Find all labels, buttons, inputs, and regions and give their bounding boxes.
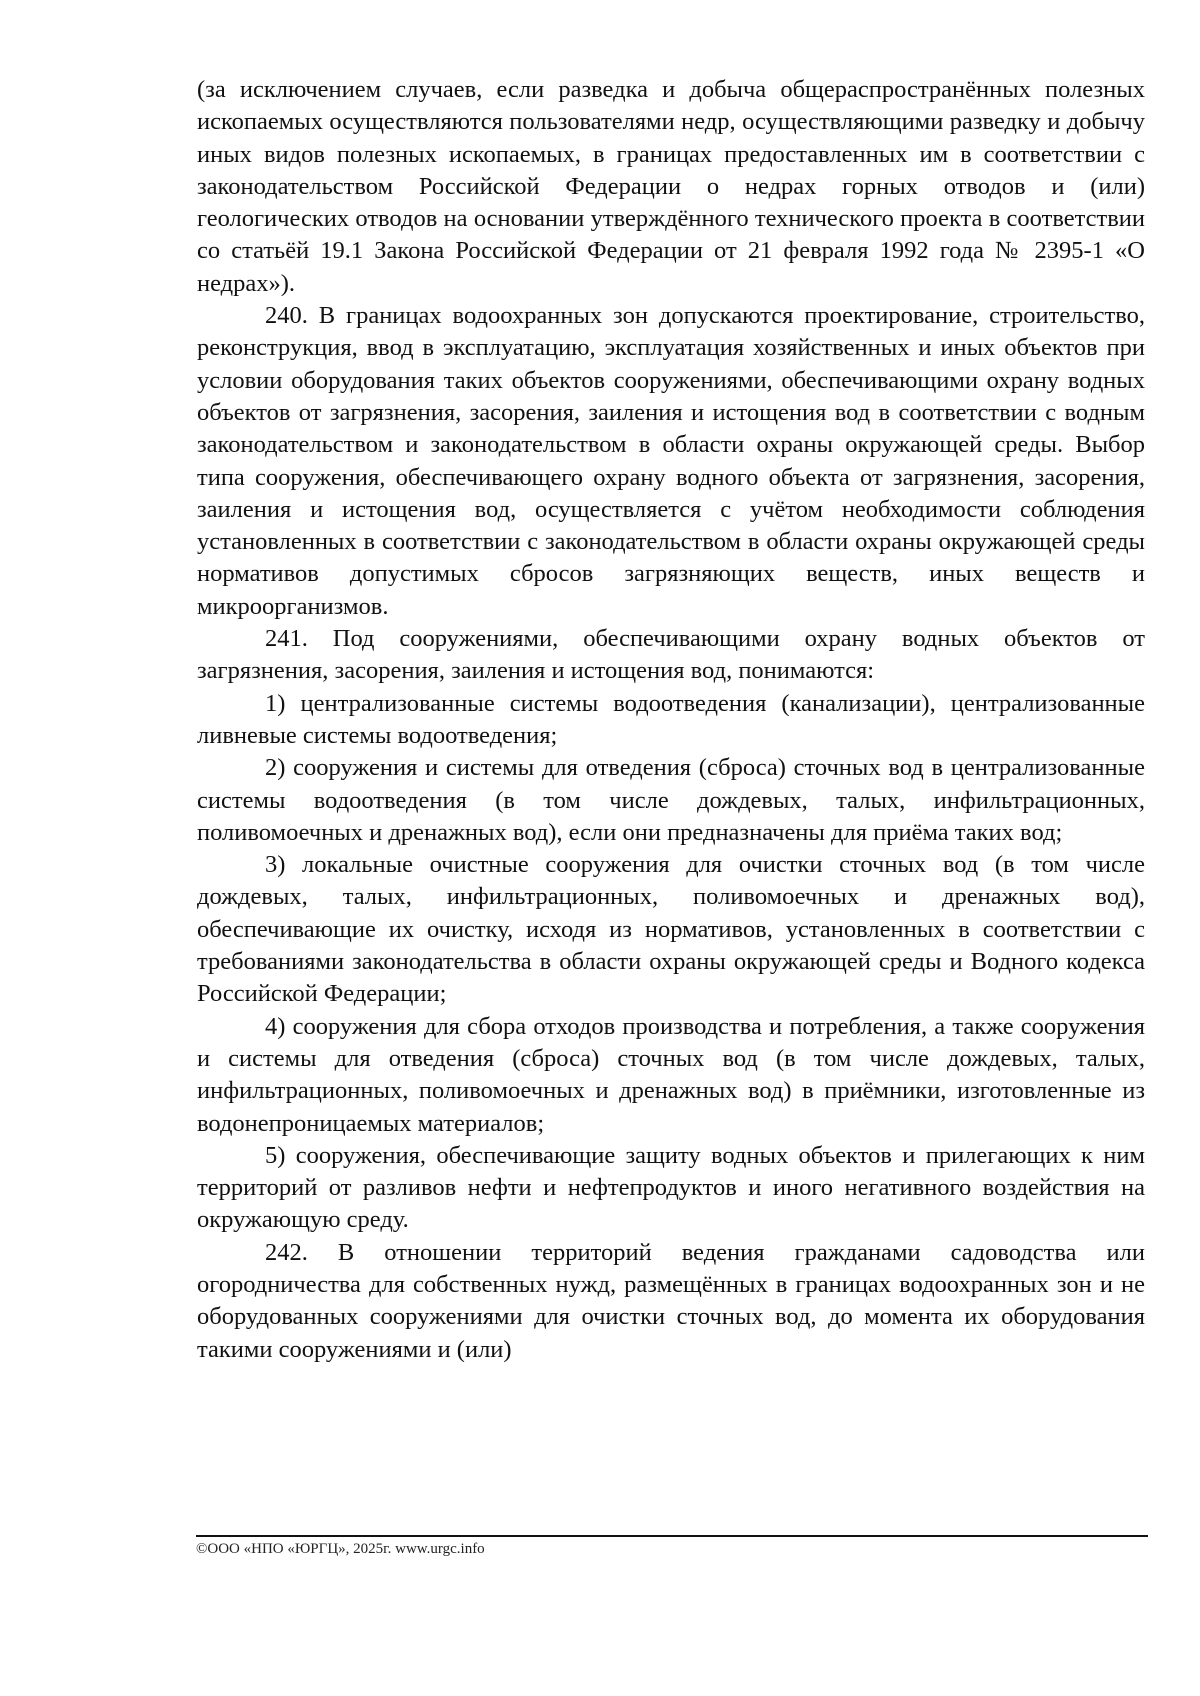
paragraph-241-item-2: 2) сооружения и системы для отведения (сброса) сточных вод в централизованные системы водоотведения (в том числе дождевых, талых, инфильтрационных, поливомоечных и дренажных вод), если они предназначены для приёма таких вод; [197,754,1145,846]
paragraph-240: 240. В границах водоохранных зон допускаются проектирование, строительство, реконструкция, ввод в эксплуатацию, эксплуатация хозяйственных и иных объектов при условии оборудования таких объектов сооружениями, обеспечивающими охрану водных объектов от загрязнения, засорения, заиления и истощения вод в соответствии с водным законодательством и законодательством в области охраны окружающей среды. Выбор типа сооружения, обеспечивающего охрану водного объекта от загрязнения, засорения, заиления и истощения вод, осуществляется с учётом необходимости соблюдения установленных в соответствии с законодательством в области охраны окружающей среды нормативов допустимых сбросов загрязняющих веществ, иных веществ и микроорганизмов. [197,302,1145,620]
paragraph-241-item-1: 1) централизованные системы водоотведения (канализации), централизованные ливневые системы водоотведения; [197,689,1145,749]
document-body [197,74,1145,1366]
paragraph-continuation: (за исключением случаев, если разведка и добыча общераспространённых полезных ископаемых осуществляются пользователями недр, осуществляющими разведку и добычу иных видов полезных ископаемых, в границах предоставленных им в соответствии с законодательством Российской Федерации о недрах горных отводов и (или) геологических отводов на основании утверждённого технического проекта в соответствии со статьёй 19.1 Закона Российской Федерации от 21 февраля 1992 года № 2395-1 «О недрах»). [197,76,1145,297]
paragraph-241-item-5: 5) сооружения, обеспечивающие защиту водных объектов и прилегающих к ним территорий от разливов нефти и нефтепродуктов и иного негативного воздействия на окружающую среду. [197,1141,1145,1234]
paragraph-241: 241. Под сооружениями, обеспечивающими охрану водных объектов от загрязнения, засорения, заиления и истощения вод, понимаются: [197,625,1145,685]
footer-copyright: ©ООО «НПО «ЮРГЦ», 2025г. www.urgc.info [196,1541,485,1557]
paragraph-241-item-3: 3) локальные очистные сооружения для очистки сточных вод (в том числе дождевых, талых, инфильтрационных, поливомоечных и дренажных вод), обеспечивающие их очистку, исходя из нормативов, установленных в соответствии с требованиями законодательства в области охраны окружающей среды и Водного кодекса Российской Федерации; [197,851,1145,1008]
paragraph-242: 242. В отношении территорий ведения гражданами садоводства или огородничества для собственных нужд, размещённых в границах водоохранных зон и не оборудованных сооружениями для очистки сточных вод, до момента их оборудования такими сооружениями и (или) [197,1238,1145,1363]
paragraph-241-item-4: 4) сооружения для сбора отходов производства и потребления, а также сооружения и системы для отведения (сброса) сточных вод (в том числе дождевых, талых, инфильтрационных, поливомоечных и дренажных вод) в приёмники, изготовленные из водонепроницаемых материалов; [197,1012,1145,1137]
footer-divider [196,1535,1148,1537]
